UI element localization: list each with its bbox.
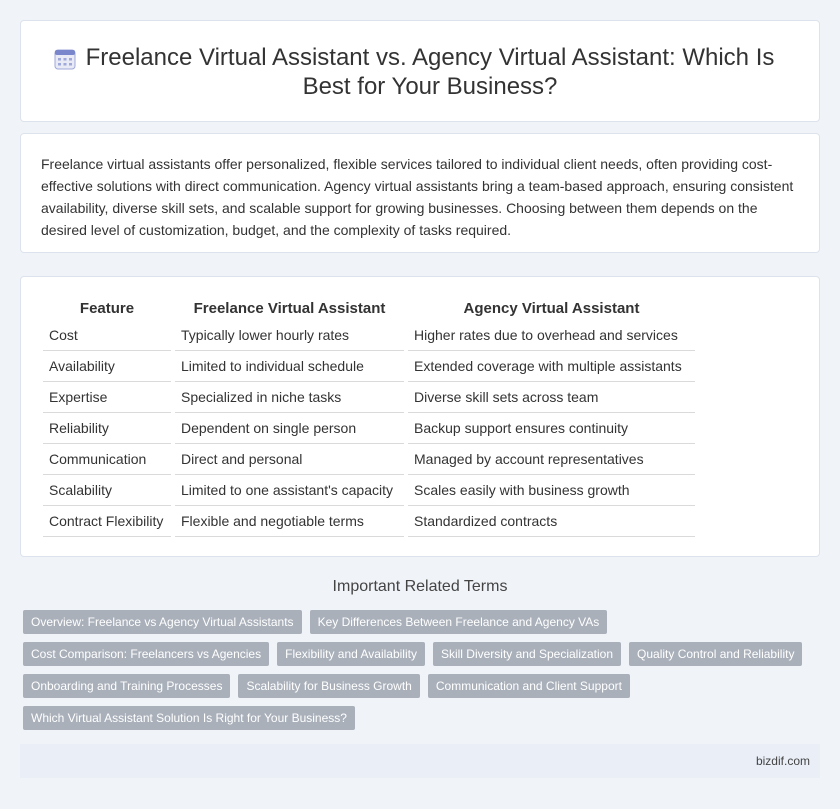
comparison-table-card (20, 276, 820, 557)
cell-feature: Communication (43, 444, 171, 475)
related-term-tag[interactable]: Flexibility and Availability (277, 642, 425, 666)
table-row (43, 506, 695, 537)
cell-feature: Availability (43, 351, 171, 382)
footer (20, 744, 820, 778)
related-term-tag[interactable]: Key Differences Between Freelance and Agency VAs (310, 610, 608, 634)
cell-freelance: Limited to individual schedule (175, 351, 404, 382)
related-term-tag[interactable]: Overview: Freelance vs Agency Virtual Assistants (23, 610, 302, 634)
cell-feature: Cost (43, 320, 171, 351)
cell-feature: Scalability (43, 475, 171, 506)
cell-agency: Diverse skill sets across team (408, 382, 695, 413)
header-freelance: Freelance Virtual Assistant (193, 299, 386, 317)
cell-agency: Standardized contracts (408, 506, 695, 537)
tag-row (23, 674, 823, 706)
table-row (43, 444, 695, 475)
cell-freelance: Limited to one assistant's capacity (175, 475, 404, 506)
related-term-tag[interactable]: Which Virtual Assistant Solution Is Right for Your Business? (23, 706, 355, 730)
table-row (43, 382, 695, 413)
cell-freelance: Specialized in niche tasks (175, 382, 404, 413)
cell-freelance: Dependent on single person (175, 413, 404, 444)
page-title: Freelance Virtual Assistant vs. Agency Virtual Assistant: Which Is Best for Your Business? (85, 44, 775, 100)
footer-site[interactable]: bizdif.com (755, 754, 810, 768)
intro-paragraph: Freelance virtual assistants offer personalized, flexible services tailored to individual client needs, often providing cost-effective solutions with direct communication. Agency virtual assistants bring a team-based approach, ensuring consistent availability, diverse skill sets, and scalable support for growing businesses. Choosing between them depends on the desired level of customization, budget, and the complexity of tasks required. (41, 156, 794, 238)
cell-feature: Contract Flexibility (43, 506, 171, 537)
cell-agency: Higher rates due to overhead and services (408, 320, 695, 351)
table-row (43, 320, 695, 351)
cell-feature: Reliability (43, 413, 171, 444)
tag-row (23, 642, 823, 674)
related-term-tag[interactable]: Quality Control and Reliability (629, 642, 802, 666)
related-term-tag[interactable]: Cost Comparison: Freelancers vs Agencies (23, 642, 269, 666)
cell-freelance: Typically lower hourly rates (175, 320, 404, 351)
cell-agency: Extended coverage with multiple assistants (408, 351, 695, 382)
related-terms-list (23, 610, 823, 738)
related-term-tag[interactable]: Skill Diversity and Specialization (433, 642, 621, 666)
cell-agency: Scales easily with business growth (408, 475, 695, 506)
related-term-tag[interactable]: Scalability for Business Growth (238, 674, 419, 698)
title-card (20, 20, 820, 122)
related-term-tag[interactable]: Onboarding and Training Processes (23, 674, 230, 698)
cell-agency: Backup support ensures continuity (408, 413, 695, 444)
table-row (43, 351, 695, 382)
table-header-row (43, 294, 695, 320)
table-row (43, 413, 695, 444)
comparison-table (43, 294, 695, 537)
cell-feature: Expertise (43, 382, 171, 413)
cell-freelance: Direct and personal (175, 444, 404, 475)
header-agency: Agency Virtual Assistant (463, 299, 640, 317)
tag-row (23, 610, 823, 642)
header-feature: Feature (79, 299, 135, 317)
cell-agency: Managed by account representatives (408, 444, 695, 475)
tag-row (23, 706, 823, 738)
cell-freelance: Flexible and negotiable terms (175, 506, 404, 537)
related-term-tag[interactable]: Communication and Client Support (428, 674, 630, 698)
intro-card (20, 133, 820, 253)
table-row (43, 475, 695, 506)
related-terms-title: Important Related Terms (332, 578, 508, 595)
